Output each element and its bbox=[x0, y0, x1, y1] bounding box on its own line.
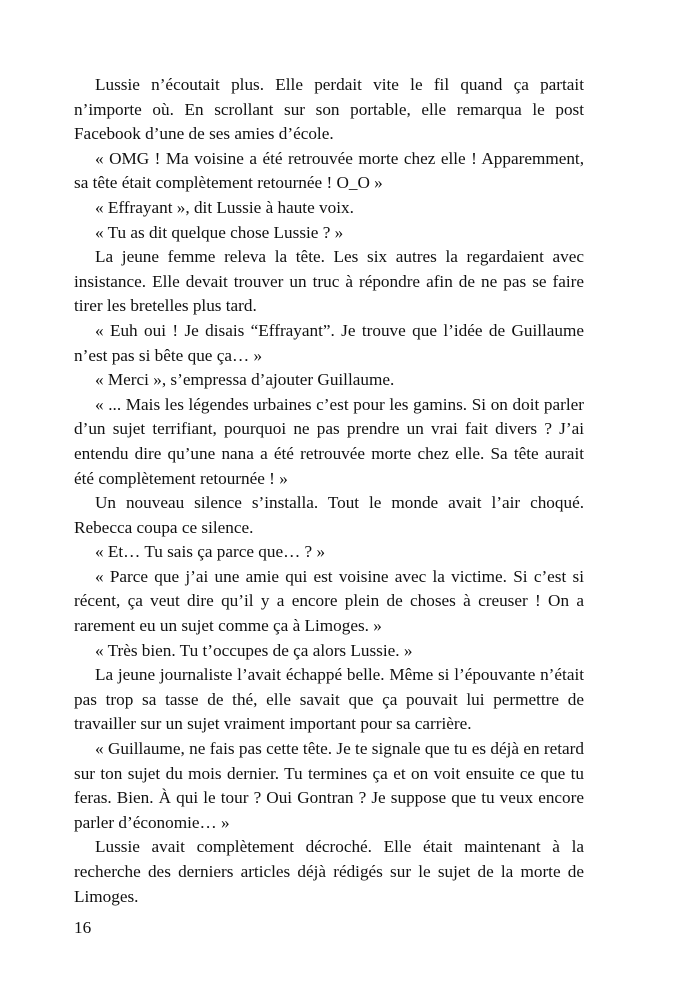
paragraph: La jeune journaliste l’avait échappé belle. Même si l’épouvante n’était pas trop sa tasse de thé, elle savait que ça pouvait lui permettre de travailler sur un sujet vraiment important pour sa carrière. bbox=[74, 665, 584, 734]
paragraph: « Parce que j’ai une amie qui est voisine avec la victime. Si c’est si récent, ça veut dire qu’il y a encore plein de choses à creuser ! On a rarement eu un sujet comme ça à Limoges. » bbox=[74, 566, 584, 636]
paragraph: Lussie avait complètement décroché. Elle était maintenant à la recherche des derniers articles déjà rédigés sur le sujet de la morte de Limoges. bbox=[74, 837, 584, 906]
paragraph: « Guillaume, ne fais pas cette tête. Je te signale que tu es déjà en retard sur ton sujet du mois dernier. Tu termines ça et on voit ensuite ce que tu feras. Bien. À qui le tour ? Oui Gontran ? Je suppose que tu veux encore parler d’économie… » bbox=[74, 739, 584, 832]
paragraph: « Merci », s’empressa d’ajouter Guillaume. bbox=[95, 370, 395, 390]
page-number: 16 bbox=[74, 918, 92, 937]
paragraph: Lussie n’écoutait plus. Elle perdait vite le fil quand ça partait n’importe où. En scrollant sur son portable, elle remarqua le post Facebook d’une de ses amies d’école. bbox=[74, 75, 584, 144]
paragraph: « Effrayant », dit Lussie à haute voix. bbox=[95, 197, 354, 217]
paragraph: « OMG ! Ma voisine a été retrouvée morte chez elle ! Apparemment, sa tête était complètement retournée ! O_O » bbox=[74, 148, 584, 193]
paragraph: « ... Mais les légendes urbaines c’est pour les gamins. Si on doit parler d’un sujet terrifiant, pourquoi ne pas prendre un vrai fait divers ? J’ai entendu dire qu’une nana a été retrouvée morte chez elle. Sa tête aurait été complètement retournée ! » bbox=[74, 394, 584, 488]
paragraph: La jeune femme releva la tête. Les six autres la regardaient avec insistance. Elle devait trouver un truc à répondre afin de ne pas se faire tirer les bretelles plus tard. bbox=[74, 247, 584, 316]
paragraph: « Et… Tu sais ça parce que… ? » bbox=[95, 542, 326, 562]
paragraph: « Tu as dit quelque chose Lussie ? » bbox=[95, 222, 344, 242]
paragraph: « Très bien. Tu t’occupes de ça alors Lussie. » bbox=[95, 640, 413, 660]
page-body bbox=[74, 73, 584, 909]
paragraph: « Euh oui ! Je disais “Effrayant”. Je trouve que l’idée de Guillaume n’est pas si bête que ça… » bbox=[74, 320, 584, 365]
paragraph: Un nouveau silence s’installa. Tout le monde avait l’air choqué. Rebecca coupa ce silence. bbox=[74, 493, 584, 537]
